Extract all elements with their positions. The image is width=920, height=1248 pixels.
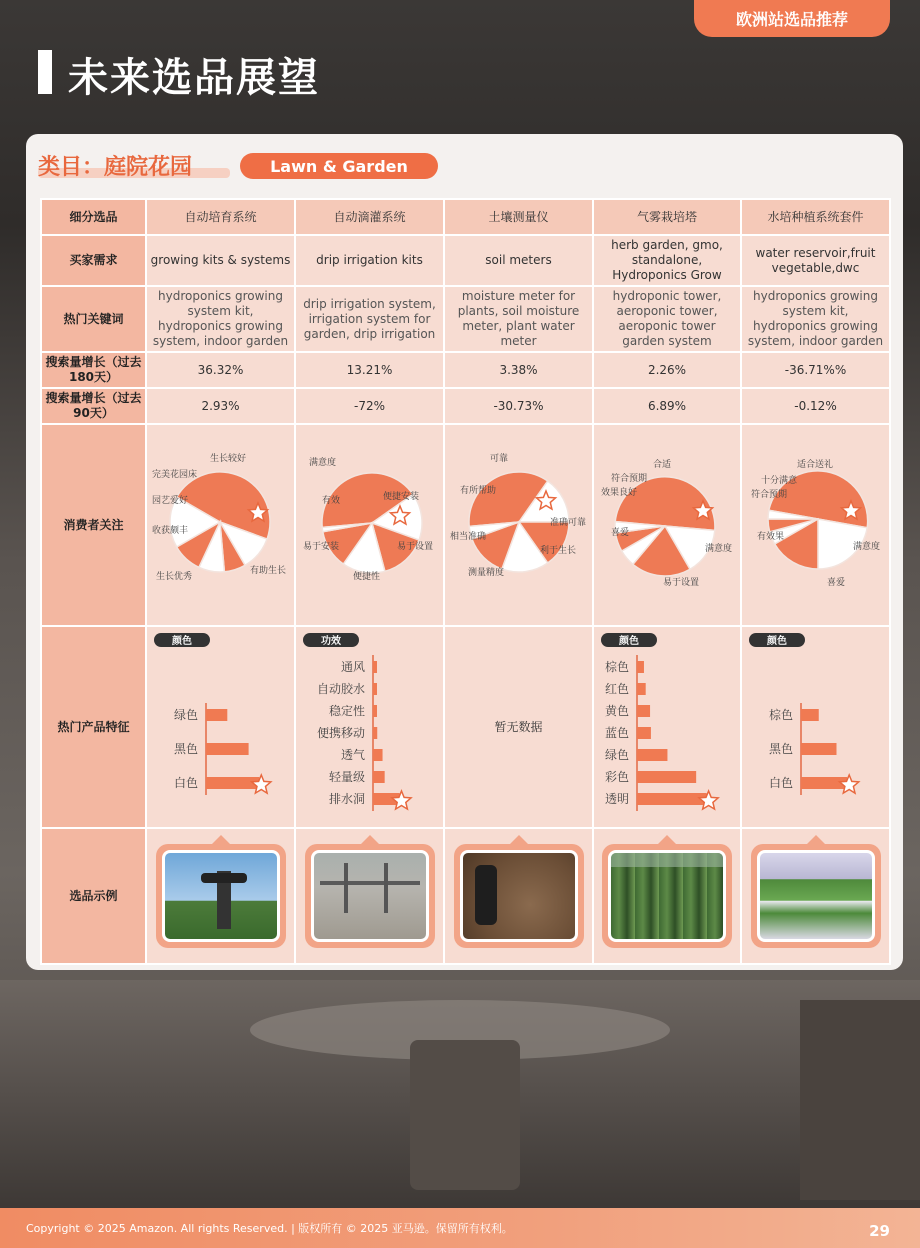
pie-label: 利于生长 (540, 546, 577, 556)
feature-bar (206, 709, 227, 721)
feature-bar-label: 白色 (768, 776, 793, 790)
concern-pie-chart (297, 425, 442, 621)
example-photo-cell (741, 828, 890, 964)
feature-bar-label: 轻量级 (328, 770, 365, 784)
row-header-keywords: 热门关键词 (41, 286, 146, 352)
pie-label: 生长较好 (210, 454, 247, 464)
row-header-demand: 买家需求 (41, 235, 146, 286)
example-photo-cell (146, 828, 295, 964)
feature-bar-label: 绿色 (604, 748, 629, 762)
soil-meter-photo (454, 844, 584, 948)
feature-bar (637, 683, 646, 695)
page-title: 未来选品展望 (68, 55, 320, 101)
demand-cell: herb garden, gmo, standalone, Hydroponics Grow (593, 235, 741, 286)
pie-label: 有所帮助 (460, 486, 497, 496)
pie-label: 十分满意 (761, 476, 798, 486)
row-header-examples: 选品示例 (41, 828, 146, 964)
pie-label: 测量精度 (468, 568, 505, 578)
feature-tag-label: 颜色 (618, 636, 639, 647)
pie-label: 符合预期 (610, 474, 647, 484)
keywords-cell: hydroponics growing system kit, hydroponics growing system, indoor garden (146, 286, 295, 352)
growth180-cell: -36.71%% (741, 352, 890, 388)
growth90-cell: 2.93% (146, 388, 295, 424)
feature-bar-label: 黄色 (604, 704, 629, 718)
feature-bar-label: 稳定性 (328, 704, 365, 718)
aeroponic-tower-photo (602, 844, 732, 948)
feature-bar-chart (743, 627, 888, 823)
row-header-growth180: 搜索量增长（过去180天） (41, 352, 146, 388)
segment-cell: 气雾栽培塔 (593, 199, 741, 235)
feature-bar (373, 683, 377, 695)
segment-cell: 水培种植系统套件 (741, 199, 890, 235)
concern-pie-chart (743, 425, 888, 621)
feature-bar (373, 661, 377, 673)
keywords-cell: moisture meter for plants, soil moisture meter, plant water meter (444, 286, 593, 352)
growth90-cell: -30.73% (444, 388, 593, 424)
growth180-cell: 3.38% (444, 352, 593, 388)
pie-label: 易于安装 (303, 542, 340, 552)
category-title: 类目：庭院花园 (38, 155, 193, 180)
feature-tag-label: 功效 (321, 636, 341, 647)
pie-label: 便捷安装 (383, 492, 420, 502)
keywords-cell: drip irrigation system, irrigation system for garden, drip irrigation (295, 286, 444, 352)
pie-label: 收获颇丰 (152, 526, 189, 536)
concern-pie-chart (148, 425, 293, 621)
footer: Copyright © 2025 Amazon. All rights Reserved. | 版权所有 © 2025 亚马逊。保留所有权利。 (0, 1208, 920, 1248)
growth90-cell: 6.89% (593, 388, 741, 424)
growth90-cell: -72% (295, 388, 444, 424)
pie-label: 可靠 (490, 454, 509, 464)
feature-bar (637, 705, 650, 717)
pie-label: 合适 (652, 460, 671, 470)
example-photo-cell (295, 828, 444, 964)
demand-cell: drip irrigation kits (295, 235, 444, 286)
feature-tag-label: 颜色 (172, 636, 192, 647)
feature-bar-label: 自动胶水 (316, 682, 365, 696)
feature-bar-label: 透气 (340, 748, 365, 762)
demand-cell: water reservoir,fruit vegetable,dwc (741, 235, 890, 286)
pie-label: 喜爱 (827, 578, 846, 588)
pie-label: 相当准确 (450, 532, 487, 542)
feature-bar (373, 705, 377, 717)
no-data-text: 暂无数据 (444, 626, 593, 828)
feature-bar-label: 棕色 (768, 708, 793, 722)
row-header-features: 热门产品特征 (41, 626, 146, 828)
pie-label: 准确可靠 (550, 518, 587, 528)
pie-label: 易于设置 (662, 578, 699, 588)
feature-bar (373, 771, 385, 783)
feature-bar (637, 727, 651, 739)
row-header-segment: 细分选品 (41, 199, 146, 235)
feature-bar (206, 743, 249, 755)
pie-label: 效果良好 (600, 488, 637, 498)
feature-bar (206, 777, 259, 789)
pie-label: 适合送礼 (797, 460, 834, 470)
pie-label: 满意度 (309, 458, 337, 468)
pie-label: 便捷性 (353, 572, 381, 582)
page-number: 29 (869, 1222, 890, 1240)
feature-bar (637, 771, 696, 783)
feature-bar-label: 透明 (604, 792, 629, 806)
concern-pie-chart (446, 425, 591, 621)
feature-bar-label: 蓝色 (604, 726, 629, 740)
keywords-cell: hydroponic tower, aeroponic tower, aeroponic tower garden system (593, 286, 741, 352)
example-photo-cell (593, 828, 741, 964)
keywords-cell: hydroponics growing system kit, hydroponics growing system, indoor garden (741, 286, 890, 352)
segment-cell: 自动培育系统 (146, 199, 295, 235)
feature-bar-label: 棕色 (604, 660, 629, 674)
segment-cell: 土壤测量仪 (444, 199, 593, 235)
feature-bar-chart (297, 627, 442, 823)
product-table (40, 198, 891, 965)
pie-label: 生长优秀 (156, 572, 193, 582)
demand-cell: growing kits & systems (146, 235, 295, 286)
feature-bar-chart (148, 627, 293, 823)
concern-pie-chart (595, 425, 740, 621)
feature-bar-label: 彩色 (604, 770, 629, 784)
demand-cell: soil meters (444, 235, 593, 286)
feature-bar (373, 749, 383, 761)
feature-bar (801, 709, 819, 721)
segment-cell: 自动滴灌系统 (295, 199, 444, 235)
category-en-pill: Lawn & Garden (240, 153, 438, 179)
title-accent-bar (38, 50, 52, 94)
pie-label: 喜爱 (610, 528, 629, 538)
example-photo-cell (444, 828, 593, 964)
feature-bar (637, 661, 644, 673)
growth90-cell: -0.12% (741, 388, 890, 424)
pie-label: 完美花园床 (152, 470, 198, 480)
feature-tag-label: 颜色 (767, 636, 787, 647)
pie-label: 满意度 (853, 542, 881, 552)
feature-bar-label: 便携移动 (316, 726, 365, 740)
feature-bar-label: 绿色 (173, 708, 198, 722)
feature-bar-label: 白色 (173, 776, 198, 790)
growth180-cell: 2.26% (593, 352, 741, 388)
feature-bar (801, 743, 837, 755)
pie-label: 园艺爱好 (152, 496, 189, 506)
feature-bar (373, 727, 377, 739)
feature-bar (637, 749, 667, 761)
pie-label: 有效 (322, 496, 341, 506)
feature-bar-label: 通风 (340, 660, 365, 674)
growth180-cell: 36.32% (146, 352, 295, 388)
feature-bar-chart (595, 627, 740, 823)
feature-bar-label: 黑色 (173, 742, 198, 756)
pie-label: 满意度 (704, 544, 732, 554)
pie-label: 有效果 (757, 532, 785, 542)
pie-label: 符合预期 (751, 490, 788, 500)
sprinkler-photo (156, 844, 286, 948)
row-header-concerns: 消费者关注 (41, 424, 146, 626)
row-header-growth90: 搜索量增长（过去90天） (41, 388, 146, 424)
feature-bar-label: 排水洞 (328, 792, 365, 806)
pie-label: 有助生长 (250, 566, 287, 576)
pie-label: 易于设置 (397, 542, 434, 552)
growth180-cell: 13.21% (295, 352, 444, 388)
section-tag: 欧洲站选品推荐 (694, 0, 890, 37)
feature-bar (637, 793, 707, 805)
feature-bar-label: 黑色 (768, 742, 793, 756)
irrigation-photo (305, 844, 435, 948)
hydroponic-kit-photo (751, 844, 881, 948)
feature-bar-label: 红色 (604, 682, 629, 696)
